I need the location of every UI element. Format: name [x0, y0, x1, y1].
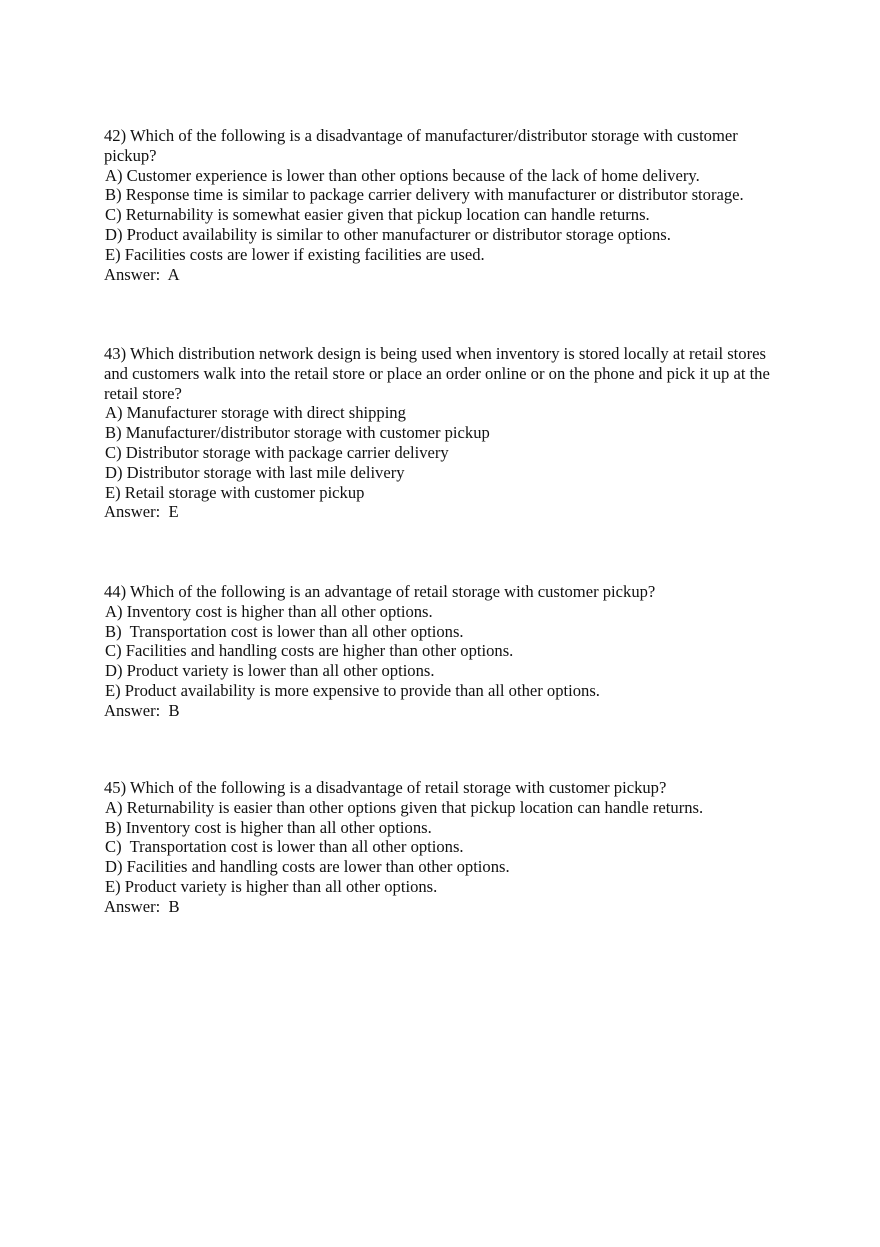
option-e: E) Product availability is more expensive to provide than all other options. [105, 680, 600, 700]
question-stem: 43) Which distribution network design is being used when inventory is stored locally at retail stores and customers walk into the retail store or place an order online or on the phone and pick it up at the retail store? [104, 344, 775, 403]
option-a: A) Manufacturer storage with direct shipping [105, 403, 406, 423]
answer: Answer: A [104, 264, 180, 284]
question-42 [104, 126, 784, 284]
question-45 [104, 778, 784, 917]
option-c: C) Transportation cost is lower than all other options. [105, 837, 464, 857]
answer: Answer: B [104, 700, 180, 720]
option-b: B) Transportation cost is lower than all other options. [105, 621, 464, 641]
question-stem: 42) Which of the following is a disadvantage of manufacturer/distributor storage with customer pickup? [104, 126, 742, 165]
option-b: B) Response time is similar to package carrier delivery with manufacturer or distributor storage. [105, 185, 744, 205]
option-a: A) Returnability is easier than other options given that pickup location can handle returns. [105, 797, 704, 817]
answer: Answer: B [104, 896, 180, 916]
option-c: C) Returnability is somewhat easier given that pickup location can handle returns. [105, 205, 650, 225]
option-c: C) Facilities and handling costs are higher than other options. [105, 641, 514, 661]
option-d: D) Facilities and handling costs are lower than other options. [105, 857, 510, 877]
option-b: B) Inventory cost is higher than all other options. [105, 817, 432, 837]
option-b: B) Manufacturer/distributor storage with customer pickup [105, 423, 490, 443]
question-43 [104, 344, 784, 522]
option-c: C) Distributor storage with package carrier delivery [105, 442, 449, 462]
option-d: D) Product availability is similar to other manufacturer or distributor storage options. [105, 224, 671, 244]
question-stem: 44) Which of the following is an advantage of retail storage with customer pickup? [104, 582, 656, 601]
question-44 [104, 582, 784, 721]
option-d: D) Product variety is lower than all other options. [105, 661, 435, 681]
option-e: E) Product variety is higher than all other options. [105, 876, 438, 896]
answer: Answer: E [104, 502, 179, 522]
option-e: E) Retail storage with customer pickup [105, 482, 365, 502]
option-e: E) Facilities costs are lower if existing facilities are used. [105, 244, 485, 264]
option-a: A) Customer experience is lower than other options because of the lack of home delivery. [105, 165, 700, 185]
question-stem: 45) Which of the following is a disadvantage of retail storage with customer pickup? [104, 778, 667, 797]
option-d: D) Distributor storage with last mile delivery [105, 462, 405, 482]
option-a: A) Inventory cost is higher than all other options. [105, 601, 433, 621]
